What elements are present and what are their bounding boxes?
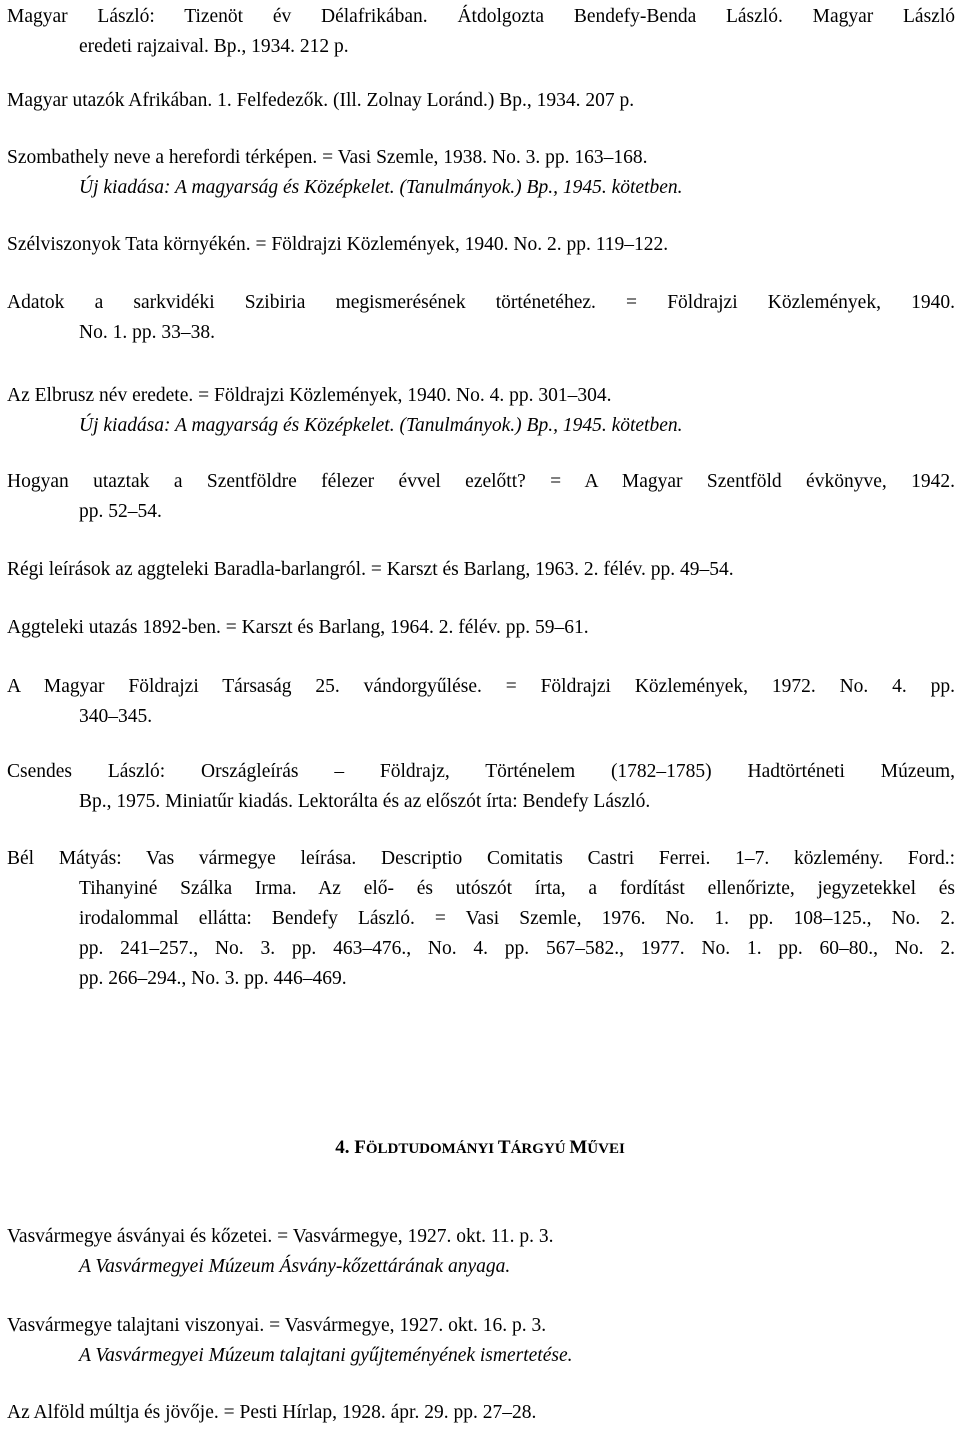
entry-line: Az Elbrusz név eredete. = Földrajzi Közlemények, 1940. No. 4. pp. 301–304. xyxy=(7,385,612,406)
entry-line: Az Alföld múltja és jövője. = Pesti Hírlap, 1928. ápr. 29. pp. 27–28. xyxy=(7,1402,537,1423)
entry-line: Új kiadása: A magyarság és Középkelet. (Tanulmányok.) Bp., 1945. kötetben. xyxy=(79,177,683,198)
bibliography-entry xyxy=(7,230,955,260)
bibliography-entry xyxy=(7,844,955,994)
entry-line: Magyar utazók Afrikában. 1. Felfedezők. (Ill. Zolnay Loránd.) Bp., 1934. 207 p. xyxy=(7,90,635,111)
section-title-part: F xyxy=(354,1137,366,1158)
entry-line: A Vasvármegyei Múzeum Ásvány-kőzettárának anyaga. xyxy=(79,1256,511,1277)
section-title-part: M xyxy=(569,1137,588,1158)
entry-line: Vasvármegye talajtani viszonyai. = Vasvármegye, 1927. okt. 16. p. 3. xyxy=(7,1315,547,1336)
bibliography-entry xyxy=(7,1222,955,1282)
entry-line: pp. 52–54. xyxy=(79,501,162,522)
section-title-part: ŰVEI xyxy=(587,1141,625,1157)
entry-line: irodalommal ellátta: Bendefy László. = Vasi Szemle, 1976. No. 1. pp. 108–125., No. 2. xyxy=(79,908,955,929)
entry-line: Hogyan utaztak a Szentföldre félezer évvel ezelőtt? = A Magyar Szentföld évkönyve, 1942. xyxy=(7,471,955,492)
entry-line: No. 1. pp. 33–38. xyxy=(79,322,215,343)
bibliography-entry xyxy=(7,613,955,643)
entry-line: Magyar László: Tizenöt év Délafrikában. Átdolgozta Bendefy-Benda László. Magyar László xyxy=(7,6,955,27)
entry-line: Szélviszonyok Tata környékén. = Földrajzi Közlemények, 1940. No. 2. pp. 119–122. xyxy=(7,234,669,255)
bibliography-entry xyxy=(7,467,955,527)
bibliography-entry xyxy=(7,381,955,441)
bibliography-entry xyxy=(7,1398,955,1428)
entry-line: Szombathely neve a herefordi térképen. = Vasi Szemle, 1938. No. 3. pp. 163–168. xyxy=(7,147,648,168)
section-title-part: ÖLDTUDOMÁNYI xyxy=(365,1141,498,1157)
entry-line: Tihanyiné Szálka Irma. Az elő- és utószót írta, a fordítást ellenőrizte, jegyzetekkel és xyxy=(79,878,955,899)
entry-line: Új kiadása: A magyarság és Középkelet. (Tanulmányok.) Bp., 1945. kötetben. xyxy=(79,415,683,436)
section-heading xyxy=(0,1137,960,1159)
entry-line: Bp., 1975. Miniatűr kiadás. Lektorálta és az előszót írta: Bendefy László. xyxy=(79,791,651,812)
bibliography-entry xyxy=(7,86,955,116)
bibliography-entry xyxy=(7,2,955,62)
entry-line: Adatok a sarkvidéki Szibiria megismerésének történetéhez. = Földrajzi Közlemények, 1940. xyxy=(7,292,955,313)
entry-line: Aggteleki utazás 1892-ben. = Karszt és Barlang, 1964. 2. félév. pp. 59–61. xyxy=(7,617,589,638)
entry-line: pp. 266–294., No. 3. pp. 446–469. xyxy=(79,968,347,989)
section-title-part: ÁRGYÚ xyxy=(510,1141,570,1157)
bibliography-entry xyxy=(7,757,955,817)
bibliography-entry xyxy=(7,288,955,348)
entry-line: pp. 241–257., No. 3. pp. 463–476., No. 4. pp. 567–582., 1977. No. 1. pp. 60–80., No. 2. xyxy=(79,938,955,959)
entry-line: Vasvármegye ásványai és kőzetei. = Vasvármegye, 1927. okt. 11. p. 3. xyxy=(7,1226,554,1247)
bibliography-entry xyxy=(7,1311,955,1371)
entry-line: Bél Mátyás: Vas vármegye leírása. Descriptio Comitatis Castri Ferrei. 1–7. közlemény. Ford.: xyxy=(7,848,955,869)
entry-line: 340–345. xyxy=(79,706,153,727)
entry-line: A Vasvármegyei Múzeum talajtani gyűjteményének ismertetése. xyxy=(79,1345,573,1366)
bibliography-entry xyxy=(7,555,955,585)
entry-line: Régi leírások az aggteleki Baradla-barlangról. = Karszt és Barlang, 1963. 2. félév. pp. 49–54. xyxy=(7,559,734,580)
bibliography-entry xyxy=(7,672,955,732)
section-number: 4. xyxy=(335,1137,350,1158)
entry-line: Csendes László: Országleírás – Földrajz, Történelem (1782–1785) Hadtörténeti Múzeum, xyxy=(7,761,955,782)
section-title xyxy=(354,1137,625,1158)
section-title-part: T xyxy=(497,1137,511,1158)
entry-line: eredeti rajzaival. Bp., 1934. 212 p. xyxy=(79,36,349,57)
bibliography-entry xyxy=(7,143,955,203)
entry-line: A Magyar Földrajzi Társaság 25. vándorgyűlése. = Földrajzi Közlemények, 1972. No. 4. pp. xyxy=(7,676,955,697)
